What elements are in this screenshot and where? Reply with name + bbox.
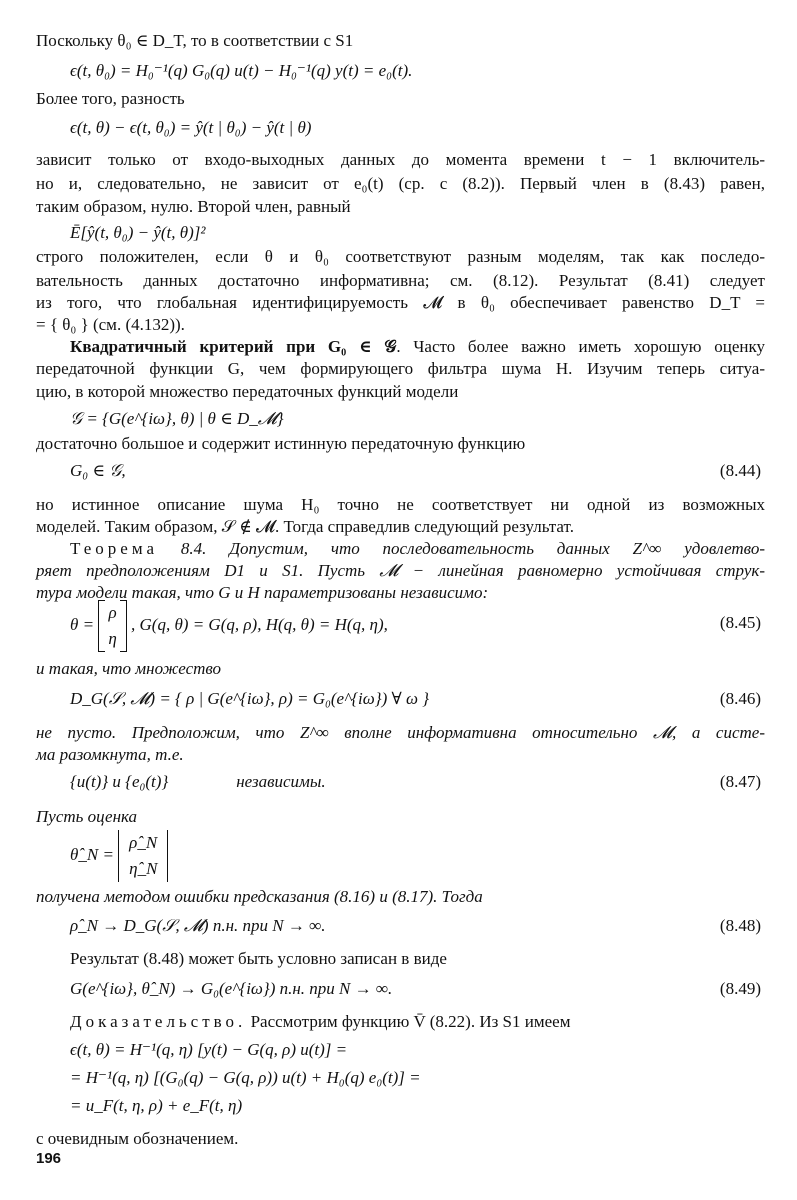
equation: 𝒢 = {G(e^{iω}, θ) | θ ∈ D_𝓜}	[70, 409, 284, 428]
equation-number: (8.46)	[719, 689, 761, 708]
text-line: строго положителен, если θ и θ₀ соответствуют разным моделям, так как последо-	[36, 247, 765, 266]
text-line: таким образом, нулю. Второй член, равный	[36, 197, 351, 216]
equation-rhs: , G(q, θ) = G(q, ρ), H(q, θ) = H(q, η),	[131, 614, 388, 634]
text-line: но истинное описание шума H₀ точно не соответствует ни одной из возможных	[36, 495, 765, 514]
equation-number: (8.45)	[719, 613, 761, 632]
text-line: передаточной функции G, чем формирующего фильтра шума H. Изучим теперь ситуа-	[36, 359, 765, 378]
equation-number: (8.44)	[719, 461, 761, 480]
param-vector	[98, 600, 126, 652]
proof-line	[70, 1011, 765, 1033]
text-line: и такая, что множество	[36, 659, 222, 678]
proof-label: Доказательство.	[70, 1012, 247, 1031]
equation: G₀ ∈ 𝒢,	[70, 461, 126, 480]
text-span: 8.4. Допустим, что последовательность данных Z^∞ удовлетво-	[180, 539, 765, 558]
text-line: тура модели такая, что G и H параметризованы независимо:	[36, 583, 489, 602]
equation	[70, 771, 326, 793]
text-line: вательность данных достаточно информативна; см. (8.12). Результат (8.41) следует	[36, 271, 765, 290]
text-line: моделей. Таким образом, 𝒮 ∉ 𝓜. Тогда справедлив следующий результат.	[36, 517, 574, 536]
text-span: Рассмотрим функцию V̄ (8.22). Из S1 имеем	[246, 1012, 571, 1031]
estimate-vector	[70, 830, 168, 882]
param-vector	[118, 830, 168, 882]
equation: ϵ(t, θ) − ϵ(t, θ₀) = ŷ(t | θ₀) − ŷ(t | θ)	[70, 118, 312, 137]
text-line: Пусть оценка	[36, 807, 138, 826]
equation: = H⁻¹(q, η) [(G₀(q) − G(q, ρ)) u(t) + H₀(q) e₀(t)] =	[70, 1068, 421, 1087]
equation-part: {u(t)} и {e₀(t)}	[70, 772, 169, 791]
equation-number: (8.49)	[719, 979, 761, 998]
text-line: достаточно большое и содержит истинную передаточную функцию	[36, 434, 526, 453]
vector-entry: η̂_N	[129, 859, 158, 878]
equation: = u_F(t, η, ρ) + e_F(t, η)	[70, 1096, 243, 1115]
equation-part: независимы.	[236, 772, 326, 791]
theorem-line	[70, 538, 765, 560]
text-line: цию, в которой множество передаточных функций модели	[36, 382, 459, 401]
equation: G(e^{iω}, θ̂_N) → G₀(e^{iω}) п.н. при N → ∞.	[70, 979, 393, 998]
equation-lhs: θ =	[70, 614, 95, 634]
page-number: 196	[36, 1150, 62, 1167]
text-line: Поскольку θ₀ ∈ D_T, то в соответствии с S1	[36, 31, 354, 50]
equation: D_G(𝒮, 𝓜) = { ρ | G(e^{iω}, ρ) = G₀(e^{iω}) ∀ ω }	[70, 689, 430, 708]
text-line: Результат (8.48) может быть условно записан в виде	[70, 949, 447, 968]
text-line: ряет предположениям D1 и S1. Пусть 𝓜 − линейная равномерно устойчивая струк-	[36, 561, 765, 580]
text-line: Более того, разность	[36, 89, 185, 108]
text-line: но и, следовательно, не зависит от e₀(t) (ср. с (8.2)). Первый член в (8.43) равен,	[36, 174, 765, 193]
vector-entry: ρ̂_N	[129, 833, 158, 852]
text-line: из того, что глобальная идентифицируемость 𝓜 в θ₀ обеспечивает равенство D_T =	[36, 293, 765, 312]
equation-number: (8.47)	[719, 772, 761, 791]
text-line: получена методом ошибки предсказания (8.16) и (8.17). Тогда	[36, 887, 483, 906]
text-line: зависит только от входо-выходных данных до момента времени t − 1 включитель-	[36, 150, 765, 169]
equation-lhs: θ̂_N =	[70, 844, 114, 864]
text-line: = { θ₀ } (см. (4.132)).	[36, 315, 185, 334]
text-line: с очевидным обозначением.	[36, 1129, 239, 1148]
equation-number: (8.48)	[719, 916, 761, 935]
equation: Ē[ŷ(t, θ₀) − ŷ(t, θ)]²	[70, 223, 206, 242]
text-span: . Часто более важно иметь хорошую оценку	[396, 337, 765, 356]
equation-matrix	[70, 600, 388, 652]
text-line: ма разомкнута, т.е.	[36, 745, 184, 764]
paragraph-heading-line	[70, 336, 765, 358]
equation: ρ̂_N → D_G(𝒮, 𝓜) п.н. при N → ∞.	[70, 916, 326, 935]
section-heading: Квадратичный критерий при G₀ ∈ 𝒢	[70, 337, 397, 356]
vector-entry: ρ	[108, 603, 117, 622]
theorem-label: Теорема	[70, 539, 159, 558]
vector-entry: η	[108, 629, 117, 648]
text-line: не пусто. Предположим, что Z^∞ вполне информативна относительно 𝓜, а систе-	[36, 723, 765, 742]
equation: ϵ(t, θ) = H⁻¹(q, η) [y(t) − G(q, ρ) u(t)] =	[70, 1040, 348, 1059]
equation: ϵ(t, θ₀) = H₀⁻¹(q) G₀(q) u(t) − H₀⁻¹(q) y(t) = e₀(t).	[70, 61, 413, 80]
